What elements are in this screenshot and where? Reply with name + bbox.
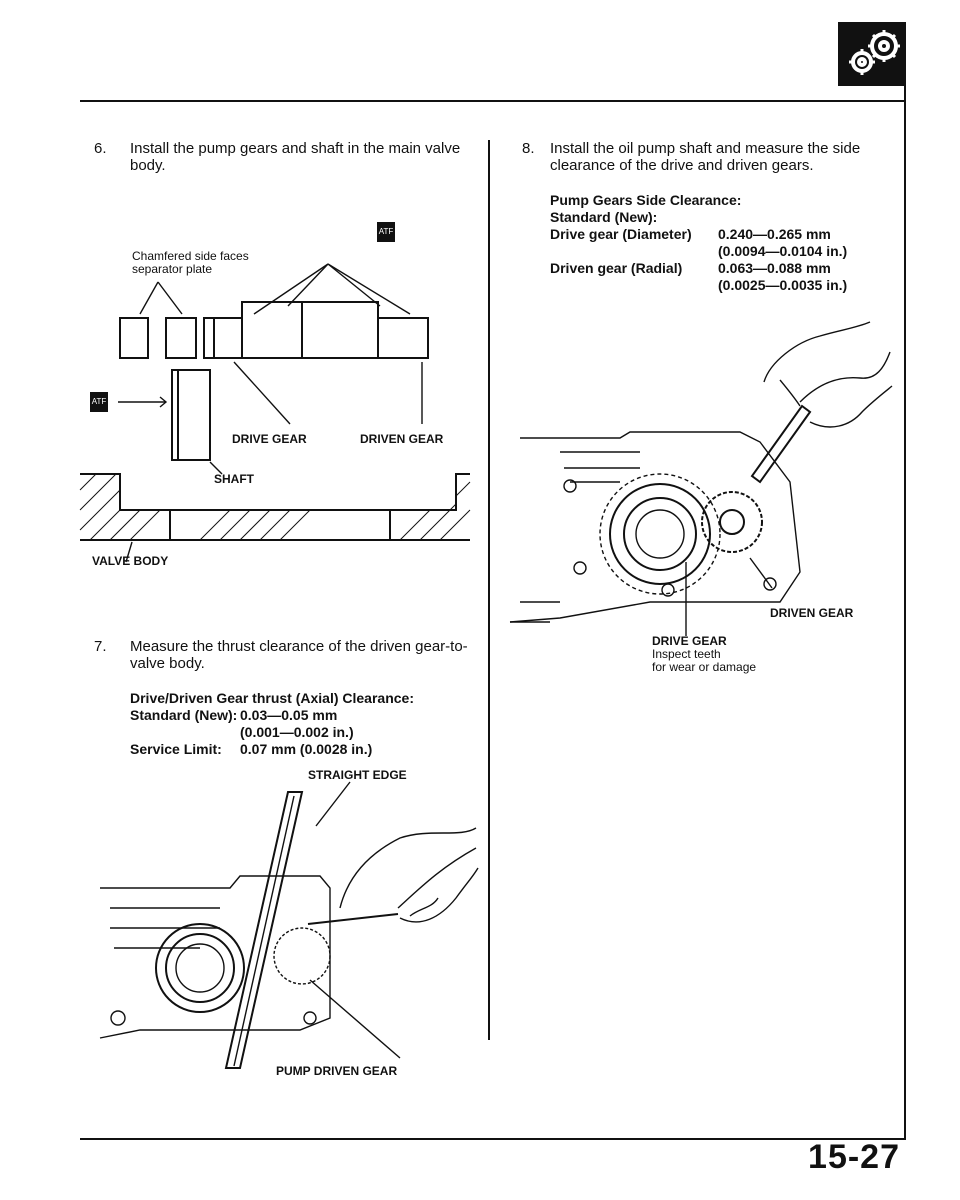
atf-marker-text: ATF xyxy=(378,227,394,236)
chamfer-label-line2: separator plate xyxy=(132,262,213,276)
atf-marker-text-left: ATF xyxy=(91,397,107,406)
step8-drive-label: Drive gear (Diameter) xyxy=(550,226,692,242)
inspect-teeth-line1: Inspect teeth xyxy=(652,647,721,661)
step8-standard-label: Standard (New): xyxy=(550,209,658,225)
step6-diagram xyxy=(80,210,470,580)
step7-standard-value: 0.03—0.05 mm xyxy=(240,707,338,723)
step7-spec xyxy=(130,690,470,758)
driven-gear-label: DRIVEN GEAR xyxy=(360,432,444,446)
step8-spec-title: Pump Gears Side Clearance: xyxy=(550,192,742,208)
step8-driven-value-in: (0.0025—0.0035 in.) xyxy=(718,277,848,293)
inspect-teeth-line2: for wear or damage xyxy=(652,660,757,674)
valve-body-label: VALVE BODY xyxy=(92,554,169,568)
step7-standard-label: Standard (New): xyxy=(130,707,238,723)
step8-drive-value-in: (0.0094—0.0104 in.) xyxy=(718,243,848,259)
footer-rule xyxy=(80,1138,906,1140)
step7-diagram xyxy=(80,768,480,1078)
step7-limit-label: Service Limit: xyxy=(130,741,222,757)
chamfer-label-line1: Chamfered side faces xyxy=(132,249,249,263)
step7-number: 7. xyxy=(94,638,107,655)
step8-driven-value: 0.063—0.088 mm xyxy=(718,260,831,276)
page-number: 15-27 xyxy=(808,1138,900,1176)
column-divider xyxy=(488,140,490,1040)
pump-driven-gear-label: PUMP DRIVEN GEAR xyxy=(276,1064,398,1078)
pump-gear-section-drawing xyxy=(80,210,470,580)
straight-edge-measurement-drawing xyxy=(80,768,480,1068)
step8-text: Install the oil pump shaft and measure the side clearance of the drive and driven gears. xyxy=(550,140,861,174)
step7-spec-title: Drive/Driven Gear thrust (Axial) Clearance: xyxy=(130,690,414,706)
step6-number: 6. xyxy=(94,140,107,157)
step8-driven-gear-label: DRIVEN GEAR xyxy=(770,606,854,620)
step6-text: Install the pump gears and shaft in the main valve body. xyxy=(130,140,461,174)
step8-driven-label: Driven gear (Radial) xyxy=(550,260,683,276)
side-clearance-measurement-drawing xyxy=(500,322,900,682)
header-gear-icon xyxy=(838,22,906,86)
drive-gear-label: DRIVE GEAR xyxy=(232,432,307,446)
page-right-border xyxy=(904,86,906,1140)
step7-standard-value-in: (0.001—0.002 in.) xyxy=(240,724,354,740)
shaft-label: SHAFT xyxy=(214,472,254,486)
step7-text: Measure the thrust clearance of the driven gear-to-valve body. xyxy=(130,638,468,672)
step8-number: 8. xyxy=(522,140,535,157)
step8-spec xyxy=(550,192,900,294)
step7-limit-value: 0.07 mm (0.0028 in.) xyxy=(240,741,373,757)
step8-drive-value: 0.240—0.265 mm xyxy=(718,226,831,242)
straight-edge-label: STRAIGHT EDGE xyxy=(308,768,407,782)
step8-diagram xyxy=(500,322,900,682)
header-rule xyxy=(80,100,906,102)
step8-drive-gear-label: DRIVE GEAR xyxy=(652,634,727,648)
